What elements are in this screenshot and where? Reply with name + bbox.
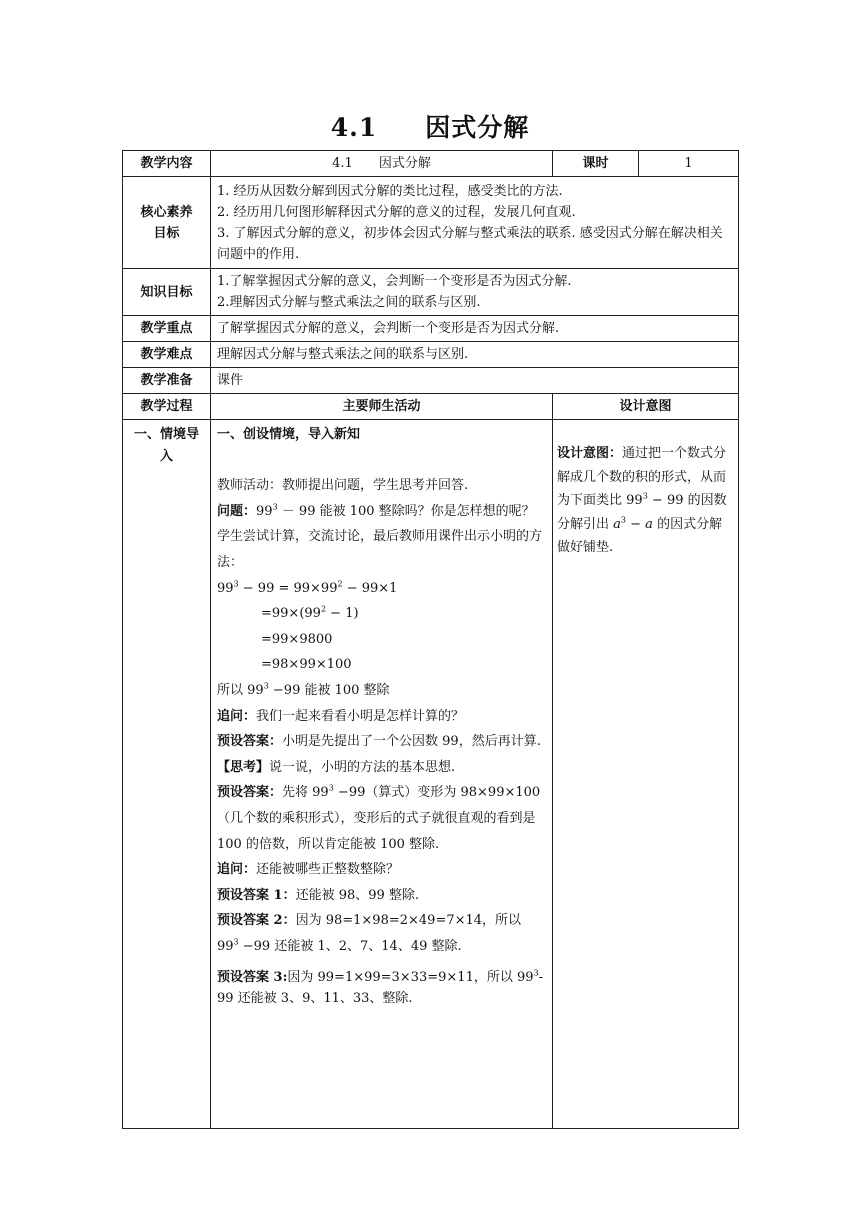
header-activity: 主要师生活动 [211, 394, 553, 420]
think-prompt: 【思考】说一说，小明的方法的基本思想. [217, 759, 456, 775]
content-value: 4.1 因式分解 [211, 151, 553, 177]
activity-cell [211, 420, 553, 1129]
knowledge-item: 1.了解掌握因式分解的意义，会判断一个变形是否为因式分解. [217, 274, 572, 289]
follow-up-question: 追问：我们一起来看看小明是怎样计算的？ [217, 708, 465, 724]
preset-answer: 预设答案 3:因为 99=1×99=3×33=9×11，所以 $99^3-99$ 还能被 3、9、11、33、整除. [217, 969, 544, 1007]
label-core-line1: 核心素养 [140, 204, 193, 220]
title-number: 4.1 [330, 113, 378, 142]
row-knowledge [123, 269, 739, 316]
label-process: 教学过程 [123, 394, 211, 420]
row-content [123, 151, 739, 177]
core-item: 3. 了解因式分解的意义，初步体会因式分解与整式乘法的联系. 感受因式分解在解决相关问题中的作用. [217, 225, 723, 262]
label-period: 课时 [553, 151, 639, 177]
label-core [123, 177, 211, 269]
design-intent-cell [553, 420, 739, 1129]
label-content: 教学内容 [123, 151, 211, 177]
period-value: 1 [639, 151, 739, 177]
header-design: 设计意图 [553, 394, 739, 420]
equation-line: $=99\times(99^2 - 1)$ [261, 604, 359, 622]
equation-line: =99×9800 [261, 631, 333, 647]
row-key-point [123, 316, 739, 342]
row-preparation [123, 368, 739, 394]
row-stage-1 [123, 420, 739, 1129]
design-intent: 设计意图：通过把一个数式分解成几个数的积的形式，从而为下面类比 $99^3 - 99$ 的因数分解引出 $a^3 - a$ 的因式分解做好铺垫. [557, 446, 727, 555]
title-text: 因式分解 [425, 113, 530, 142]
core-item: 1. 经历从因数分解到因式分解的类比过程，感受类比的方法. [217, 183, 563, 199]
label-core-line2: 目标 [153, 225, 180, 241]
label-key-point: 教学重点 [123, 316, 211, 342]
equation-line: $99^3 - 99 = 99\times 99^2 - 99\times 1$ [217, 579, 398, 596]
lesson-plan-table [122, 150, 739, 1129]
conclusion: 所以 $99^3 -99$ 能被 100 整除 [217, 681, 390, 698]
knowledge-goals [211, 269, 739, 316]
difficulty-value: 理解因式分解与整式乘法之间的联系与区别. [211, 342, 739, 368]
key-point-value: 了解掌握因式分解的意义，会判断一个变形是否为因式分解. [211, 316, 739, 342]
student-try: 学生尝试计算，交流讨论，最后教师用课件出示小明的方法： [217, 529, 543, 570]
label-difficulty: 教学难点 [123, 342, 211, 368]
teacher-activity: 教师活动：教师提出问题，学生思考并回答. [217, 478, 469, 494]
preset-answer: 预设答案 2：因为 98=1×98=2×49=7×14，所以 $99^3 -99$ 还能被 1、2、7、14、49 整除. [217, 913, 522, 954]
core-item: 2. 经历用几何图形解释因式分解的意义的过程，发展几何直观. [217, 204, 576, 220]
page-title [0, 108, 860, 144]
preset-answer: 预设答案：小明是先提出了一个公因数 99，然后再计算. [217, 734, 541, 750]
stage-label: 一、情境导入 [123, 420, 211, 1129]
core-goals [211, 177, 739, 269]
activity-heading: 一、创设情境，导入新知 [217, 427, 361, 442]
label-knowledge: 知识目标 [123, 269, 211, 316]
knowledge-item: 2.理解因式分解与整式乘法之间的联系与区别. [217, 295, 481, 310]
preset-answer: 预设答案：先将 $99^3 -99$（算式）变形为 98×99×100（几个数的乘积形式），变形后的式子就很直观的看到是 100 的倍数，所以肯定能被 100 整除. [217, 783, 541, 852]
label-preparation: 教学准备 [123, 368, 211, 394]
preset-answer: 预设答案 1：还能被 98、99 整除. [217, 887, 420, 903]
preparation-value: 课件 [211, 368, 739, 394]
row-core [123, 177, 739, 269]
follow-up-question: 追问：还能被哪些正整数整除？ [217, 862, 400, 878]
equation-line: =98×99×100 [261, 657, 352, 673]
row-process-header [123, 394, 739, 420]
question: 问题：$99^3 - 99$ 能被 100 整除吗？你是怎样想的呢？ [217, 502, 535, 519]
row-difficulty [123, 342, 739, 368]
